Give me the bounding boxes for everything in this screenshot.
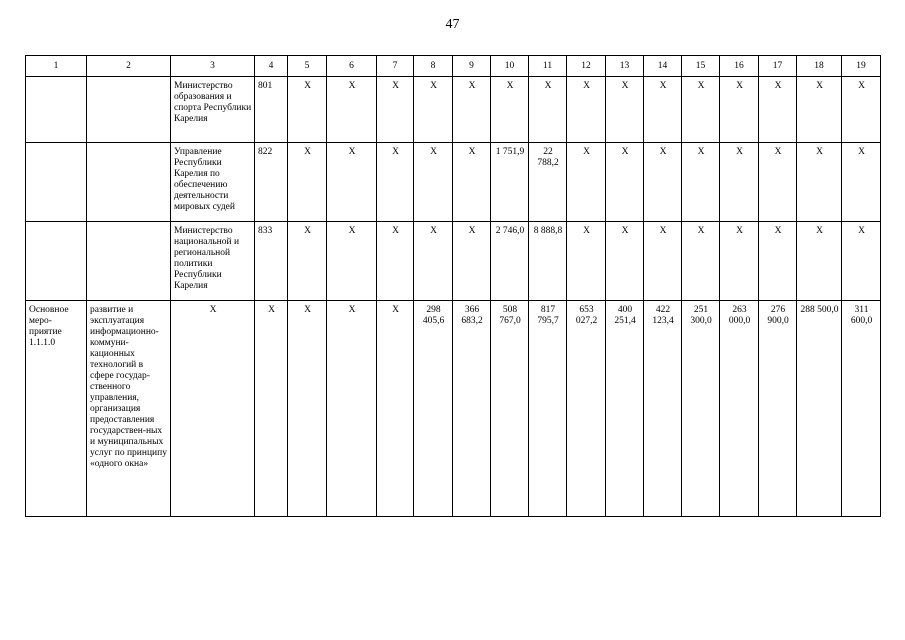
- cell-value: X: [529, 77, 567, 143]
- header-cell-13: 13: [606, 56, 644, 77]
- cell-value: 422 123,4: [644, 301, 682, 517]
- header-cell-1: 1: [26, 56, 87, 77]
- header-cell-15: 15: [682, 56, 720, 77]
- cell-value: X: [720, 77, 759, 143]
- cell-value: 263 000,0: [720, 301, 759, 517]
- cell-value: X: [682, 77, 720, 143]
- cell-value: X: [842, 143, 881, 222]
- cell-value: 817 795,7: [529, 301, 567, 517]
- cell-value: 1 751,9: [491, 143, 529, 222]
- header-cell-4: 4: [255, 56, 288, 77]
- cell-value: X: [606, 143, 644, 222]
- cell-value: X: [491, 77, 529, 143]
- cell-value: X: [414, 222, 453, 301]
- cell-value: X: [288, 301, 327, 517]
- cell-value: X: [797, 143, 842, 222]
- cell-value: 288 500,0: [797, 301, 842, 517]
- cell-code: 833: [255, 222, 288, 301]
- cell-value: X: [720, 222, 759, 301]
- header-cell-16: 16: [720, 56, 759, 77]
- header-cell-18: 18: [797, 56, 842, 77]
- cell-value: X: [377, 77, 414, 143]
- cell-value: X: [327, 222, 377, 301]
- cell-value: X: [606, 77, 644, 143]
- cell-value: 298 405,6: [414, 301, 453, 517]
- cell-col3: Министерство образования и спорта Республики Карелия: [171, 77, 255, 143]
- cell-col2: [87, 222, 171, 301]
- cell-col2: [87, 77, 171, 143]
- cell-value: X: [682, 143, 720, 222]
- cell-col3: Министерство национальной и региональной политики Республики Карелия: [171, 222, 255, 301]
- cell-value: X: [377, 301, 414, 517]
- cell-value: 366 683,2: [453, 301, 491, 517]
- cell-value: X: [842, 222, 881, 301]
- cell-col1: Основное меро-приятие 1.1.1.0: [26, 301, 87, 517]
- cell-value: X: [759, 77, 797, 143]
- cell-col1: [26, 77, 87, 143]
- header-cell-2: 2: [87, 56, 171, 77]
- cell-value: 400 251,4: [606, 301, 644, 517]
- cell-value: X: [327, 77, 377, 143]
- cell-value: 2 746,0: [491, 222, 529, 301]
- header-cell-6: 6: [327, 56, 377, 77]
- cell-value: 8 888,8: [529, 222, 567, 301]
- cell-value: 508 767,0: [491, 301, 529, 517]
- cell-value: X: [720, 143, 759, 222]
- cell-value: X: [414, 77, 453, 143]
- cell-value: X: [567, 143, 606, 222]
- cell-value: X: [797, 222, 842, 301]
- header-cell-19: 19: [842, 56, 881, 77]
- cell-code: 801: [255, 77, 288, 143]
- cell-col1: [26, 143, 87, 222]
- cell-value: X: [797, 77, 842, 143]
- cell-value: X: [288, 77, 327, 143]
- cell-value: 22 788,2: [529, 143, 567, 222]
- cell-value: X: [567, 222, 606, 301]
- budget-table: [25, 55, 881, 517]
- cell-col1: [26, 222, 87, 301]
- cell-value: X: [567, 77, 606, 143]
- header-row: [26, 56, 881, 77]
- cell-code: X: [255, 301, 288, 517]
- cell-value: X: [288, 222, 327, 301]
- cell-value: X: [414, 143, 453, 222]
- cell-value: X: [327, 301, 377, 517]
- table-row: [26, 301, 881, 517]
- header-cell-12: 12: [567, 56, 606, 77]
- header-cell-5: 5: [288, 56, 327, 77]
- cell-value: X: [606, 222, 644, 301]
- cell-value: X: [377, 143, 414, 222]
- cell-col3: X: [171, 301, 255, 517]
- header-cell-3: 3: [171, 56, 255, 77]
- table-row: [26, 77, 881, 143]
- cell-value: 311 600,0: [842, 301, 881, 517]
- header-cell-10: 10: [491, 56, 529, 77]
- table-row: [26, 143, 881, 222]
- cell-value: X: [377, 222, 414, 301]
- cell-value: X: [644, 77, 682, 143]
- table-row: [26, 222, 881, 301]
- header-cell-17: 17: [759, 56, 797, 77]
- header-cell-14: 14: [644, 56, 682, 77]
- cell-value: X: [842, 77, 881, 143]
- cell-col3: Управление Республики Карелия по обеспечению деятельности мировых судей: [171, 143, 255, 222]
- header-cell-11: 11: [529, 56, 567, 77]
- cell-value: X: [453, 143, 491, 222]
- cell-value: X: [759, 143, 797, 222]
- cell-value: X: [327, 143, 377, 222]
- header-cell-7: 7: [377, 56, 414, 77]
- cell-col2: развитие и эксплуатация информационно-коммуни-кационных технологий в сфере государ-ственного управления, организация предоставления государствен-ных и муниципальных услуг по принципу «одного окна»: [87, 301, 171, 517]
- cell-value: X: [288, 143, 327, 222]
- cell-value: X: [682, 222, 720, 301]
- cell-value: X: [644, 143, 682, 222]
- cell-value: X: [453, 77, 491, 143]
- cell-value: 276 900,0: [759, 301, 797, 517]
- cell-value: 251 300,0: [682, 301, 720, 517]
- cell-value: X: [644, 222, 682, 301]
- cell-value: 653 027,2: [567, 301, 606, 517]
- page-number: 47: [445, 17, 460, 32]
- header-cell-8: 8: [414, 56, 453, 77]
- cell-code: 822: [255, 143, 288, 222]
- cell-col2: [87, 143, 171, 222]
- cell-value: X: [759, 222, 797, 301]
- header-cell-9: 9: [453, 56, 491, 77]
- cell-value: X: [453, 222, 491, 301]
